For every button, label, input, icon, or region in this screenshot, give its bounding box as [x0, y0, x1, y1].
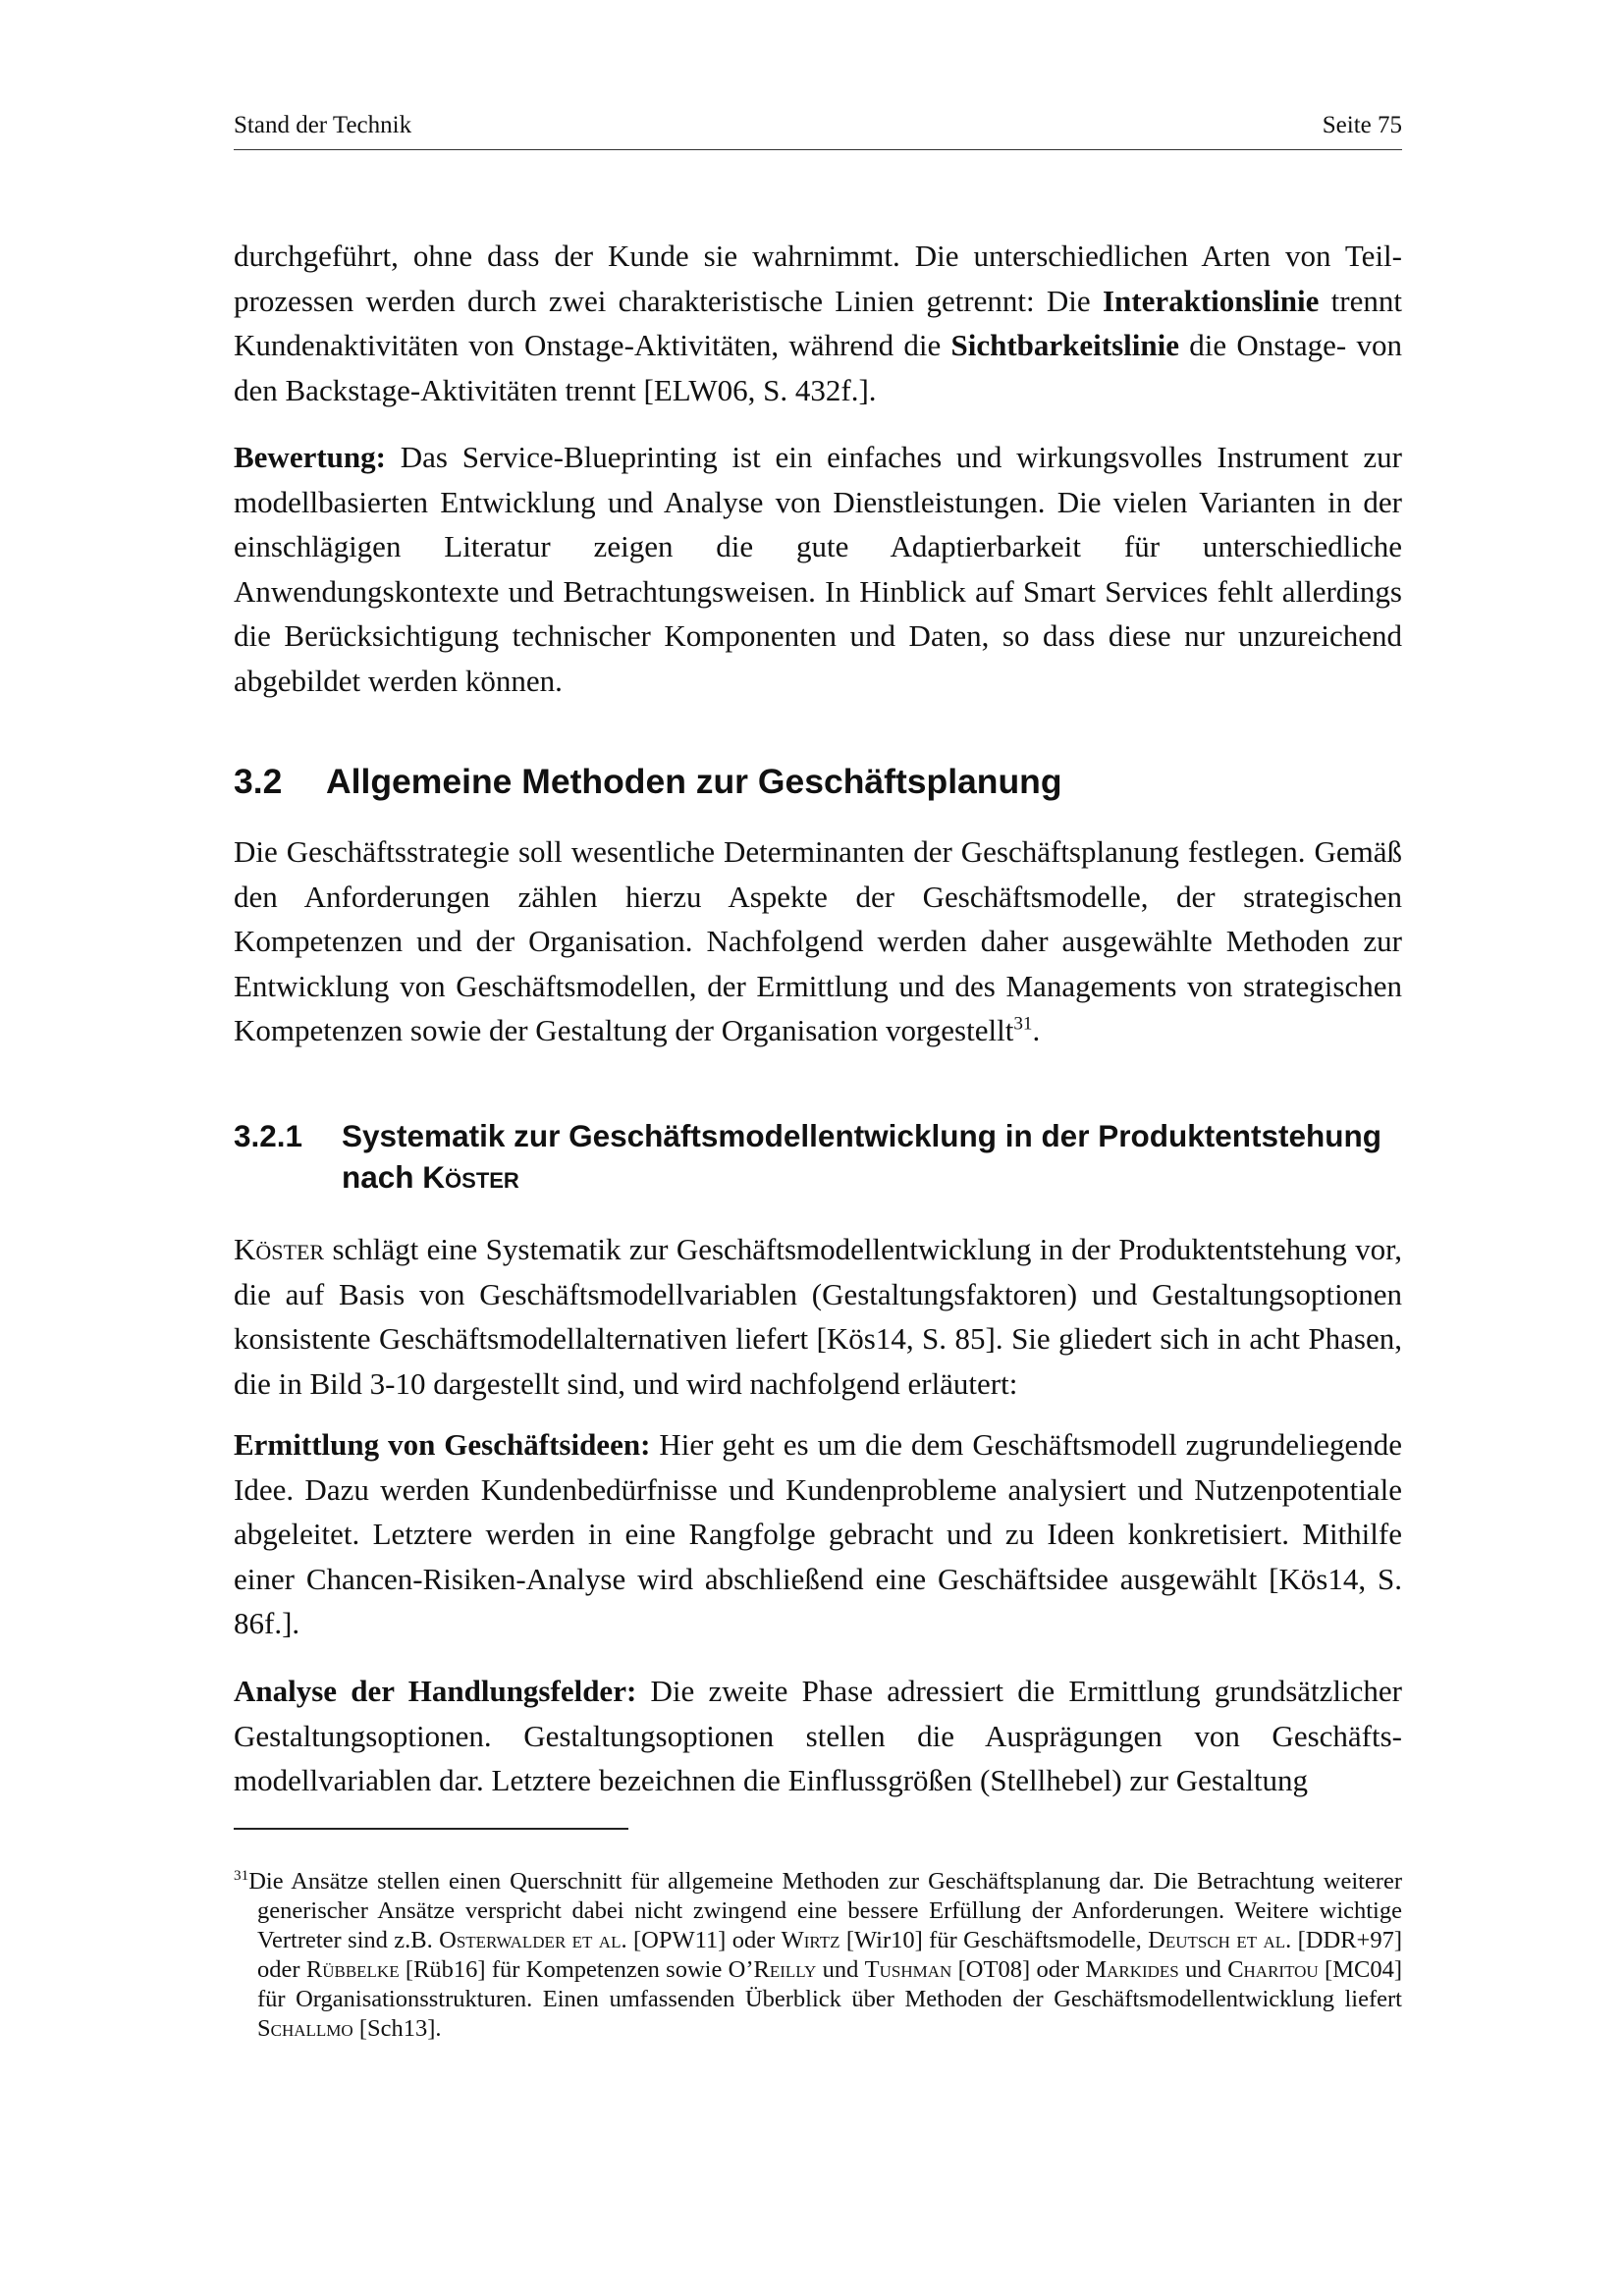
author-name-smallcaps: Wirtz [781, 1927, 840, 1953]
text-run: . [1032, 1013, 1041, 1047]
text-run: [OT08] oder [951, 1956, 1086, 1983]
text-run: und [1178, 1956, 1228, 1983]
footnote-reference[interactable]: 31 [1013, 1013, 1033, 1035]
paragraph-blueprint-lines [234, 234, 1402, 412]
text-run: trennt Kundenaktivitäten von Onstage-Aktivitäten, während die [234, 283, 1402, 362]
paragraph-koester-systematik [234, 1227, 1402, 1406]
text-run: [Sch13]. [352, 2015, 442, 2042]
text-run: [MC04] für Organisationsstrukturen. Einen umfassenden Überblick über Methoden der Geschäftsmodellentwicklung liefert [257, 1956, 1402, 2012]
author-name-smallcaps: Markides [1085, 1956, 1179, 1983]
running-header [234, 110, 1402, 150]
paragraph-ermittlung-geschaeftsideen [234, 1422, 1402, 1646]
author-name-smallcaps: Tushman [864, 1956, 952, 1983]
paragraph-analyse-handlungsfelder [234, 1669, 1402, 1803]
text-run: Hier geht es um die dem Geschäftsmodell zugrundeliegende Idee. Dazu werden Kundenbedürfnisse und Kundenprobleme analysiert und Nutzenpotentiale abgeleitet. Letztere werden in eine Rangfolge gebracht und zu Ideen konkretisiert. Mithilfe einer Chancen-Risiken-Analyse wird abschließend eine Geschäftsidee ausgewählt [Kös14, S. 86f.]. [234, 1427, 1402, 1640]
author-name-smallcaps: Osterwalder et al. [439, 1927, 627, 1953]
subsection-title-text: Systematik zur Geschäftsmodellentwicklung in der Produktentstehung nach [342, 1118, 1381, 1195]
text-run: [Rüb16] für Kompetenzen sowie [399, 1956, 729, 1983]
footnote-31 [234, 1867, 1402, 2044]
paragraph-lead-bold: Analyse der Handlungsfelder: [234, 1674, 637, 1708]
author-name-smallcaps: Deutsch et al. [1148, 1927, 1292, 1953]
text-run: [OPW11] oder [626, 1927, 782, 1953]
author-name-smallcaps: O’Reilly [728, 1956, 817, 1983]
term-interaktionslinie: Interaktionslinie [1102, 283, 1320, 318]
text-run: und [816, 1956, 865, 1983]
paragraph-lead-bold: Ermittlung von Geschäftsideen: [234, 1427, 651, 1462]
text-run: [DDR+97] oder [257, 1927, 1403, 1983]
section-title: Allgemeine Methoden zur Geschäftsplanung [326, 762, 1062, 801]
header-chapter-title: Stand der Technik [234, 112, 412, 138]
text-run: Die Geschäftsstrategie soll wesentliche Determinanten der Geschäftsplanung festlegen. Gemäß den Anforderungen zählen hierzu Aspekte der Geschäftsmodelle, der strategischen Kompetenzen und der Organisation. Nachfolgend werden daher ausgewählte Methoden zur Entwicklung von Geschäftsmodellen, der Ermittlung und des Managements von strategischen Kompetenzen sowie der Gestaltung der Organisation vorgestellt [234, 834, 1402, 1047]
text-run: durchgeführt, ohne dass der Kunde sie wahrnimmt. Die unterschiedlichen Arten von Teilprozessen werden durch zwei charakteristische Linien getrennt: Die [234, 239, 1402, 318]
author-name-smallcaps: Schallmo [257, 2015, 353, 2042]
footnote-separator [234, 1828, 628, 1830]
paragraph-bewertung [234, 435, 1402, 703]
author-name-smallcaps: Charitou [1227, 1956, 1319, 1983]
author-name-smallcaps: Köster [234, 1232, 325, 1266]
text-run: Das Service-Blueprinting ist ein einfaches und wirkungsvolles Instrument zur modellbasierten Entwicklung und Analyse von Dienstleistungen. Die vielen Varianten in der einschlägigen Literatur zeigen die gute Adaptierbarkeit für unterschiedliche Anwendungskontexte und Betrachtungsweisen. In Hinblick auf Smart Services fehlt allerdings die Berücksichtigung technischer Komponenten und Daten, so dass diese nur unzureichend abgebildet werden können. [234, 440, 1402, 698]
paragraph-geschaeftsstrategie [234, 829, 1402, 1053]
footnote-marker: 31 [234, 1866, 249, 1884]
subsection-number: 3.2.1 [234, 1118, 303, 1153]
subsection-title [342, 1115, 1402, 1198]
text-run: Die zweite Phase adressiert die Ermittlung grundsätzlicher Gestaltungsoptionen. Gestaltungsoptionen stellen die Ausprägungen von Geschäftsmodellvariablen dar. Letztere bezeichnen die Einflussgrößen (Stellhebel) zur Gestaltung [234, 1674, 1402, 1797]
text-run: schlägt eine Systematik zur Geschäftsmodellentwicklung in der Produktentstehung vor, die auf Basis von Geschäftsmodellvariablen (Gestaltungsfaktoren) und Gestaltungsoptionen konsistente Geschäftsmodellalternativen liefert [Kös14, S. 85]. Sie gliedert sich in acht Phasen, die in Bild 3-10 dargestellt sind, und wird nachfolgend erläutert: [234, 1232, 1402, 1401]
author-name-smallcaps: Köster [422, 1159, 519, 1195]
text-run: [Wir10] für Geschäftsmodelle, [839, 1927, 1149, 1953]
term-sichtbarkeitslinie: Sichtbarkeitslinie [950, 328, 1179, 362]
text-run: Die Ansätze stellen einen Querschnitt für allgemeine Methoden zur Geschäftsplanung dar. Die Betrachtung weiterer generischer Ansätze verspricht dabei nicht zwingend eine bessere Erfüllung der Anforderungen. Weitere wichtige Vertreter sind z.B. [248, 1868, 1402, 1953]
section-number: 3.2 [234, 762, 283, 801]
text-run: die Onstage- von den Backstage-Aktivitäten trennt [ELW06, S. 432f.]. [234, 328, 1403, 407]
author-name-smallcaps: Rübbelke [305, 1956, 400, 1983]
header-page-number: Seite 75 [1322, 112, 1402, 138]
paragraph-lead-bold: Bewertung: [234, 440, 386, 474]
footnote-body [234, 1867, 1402, 2044]
